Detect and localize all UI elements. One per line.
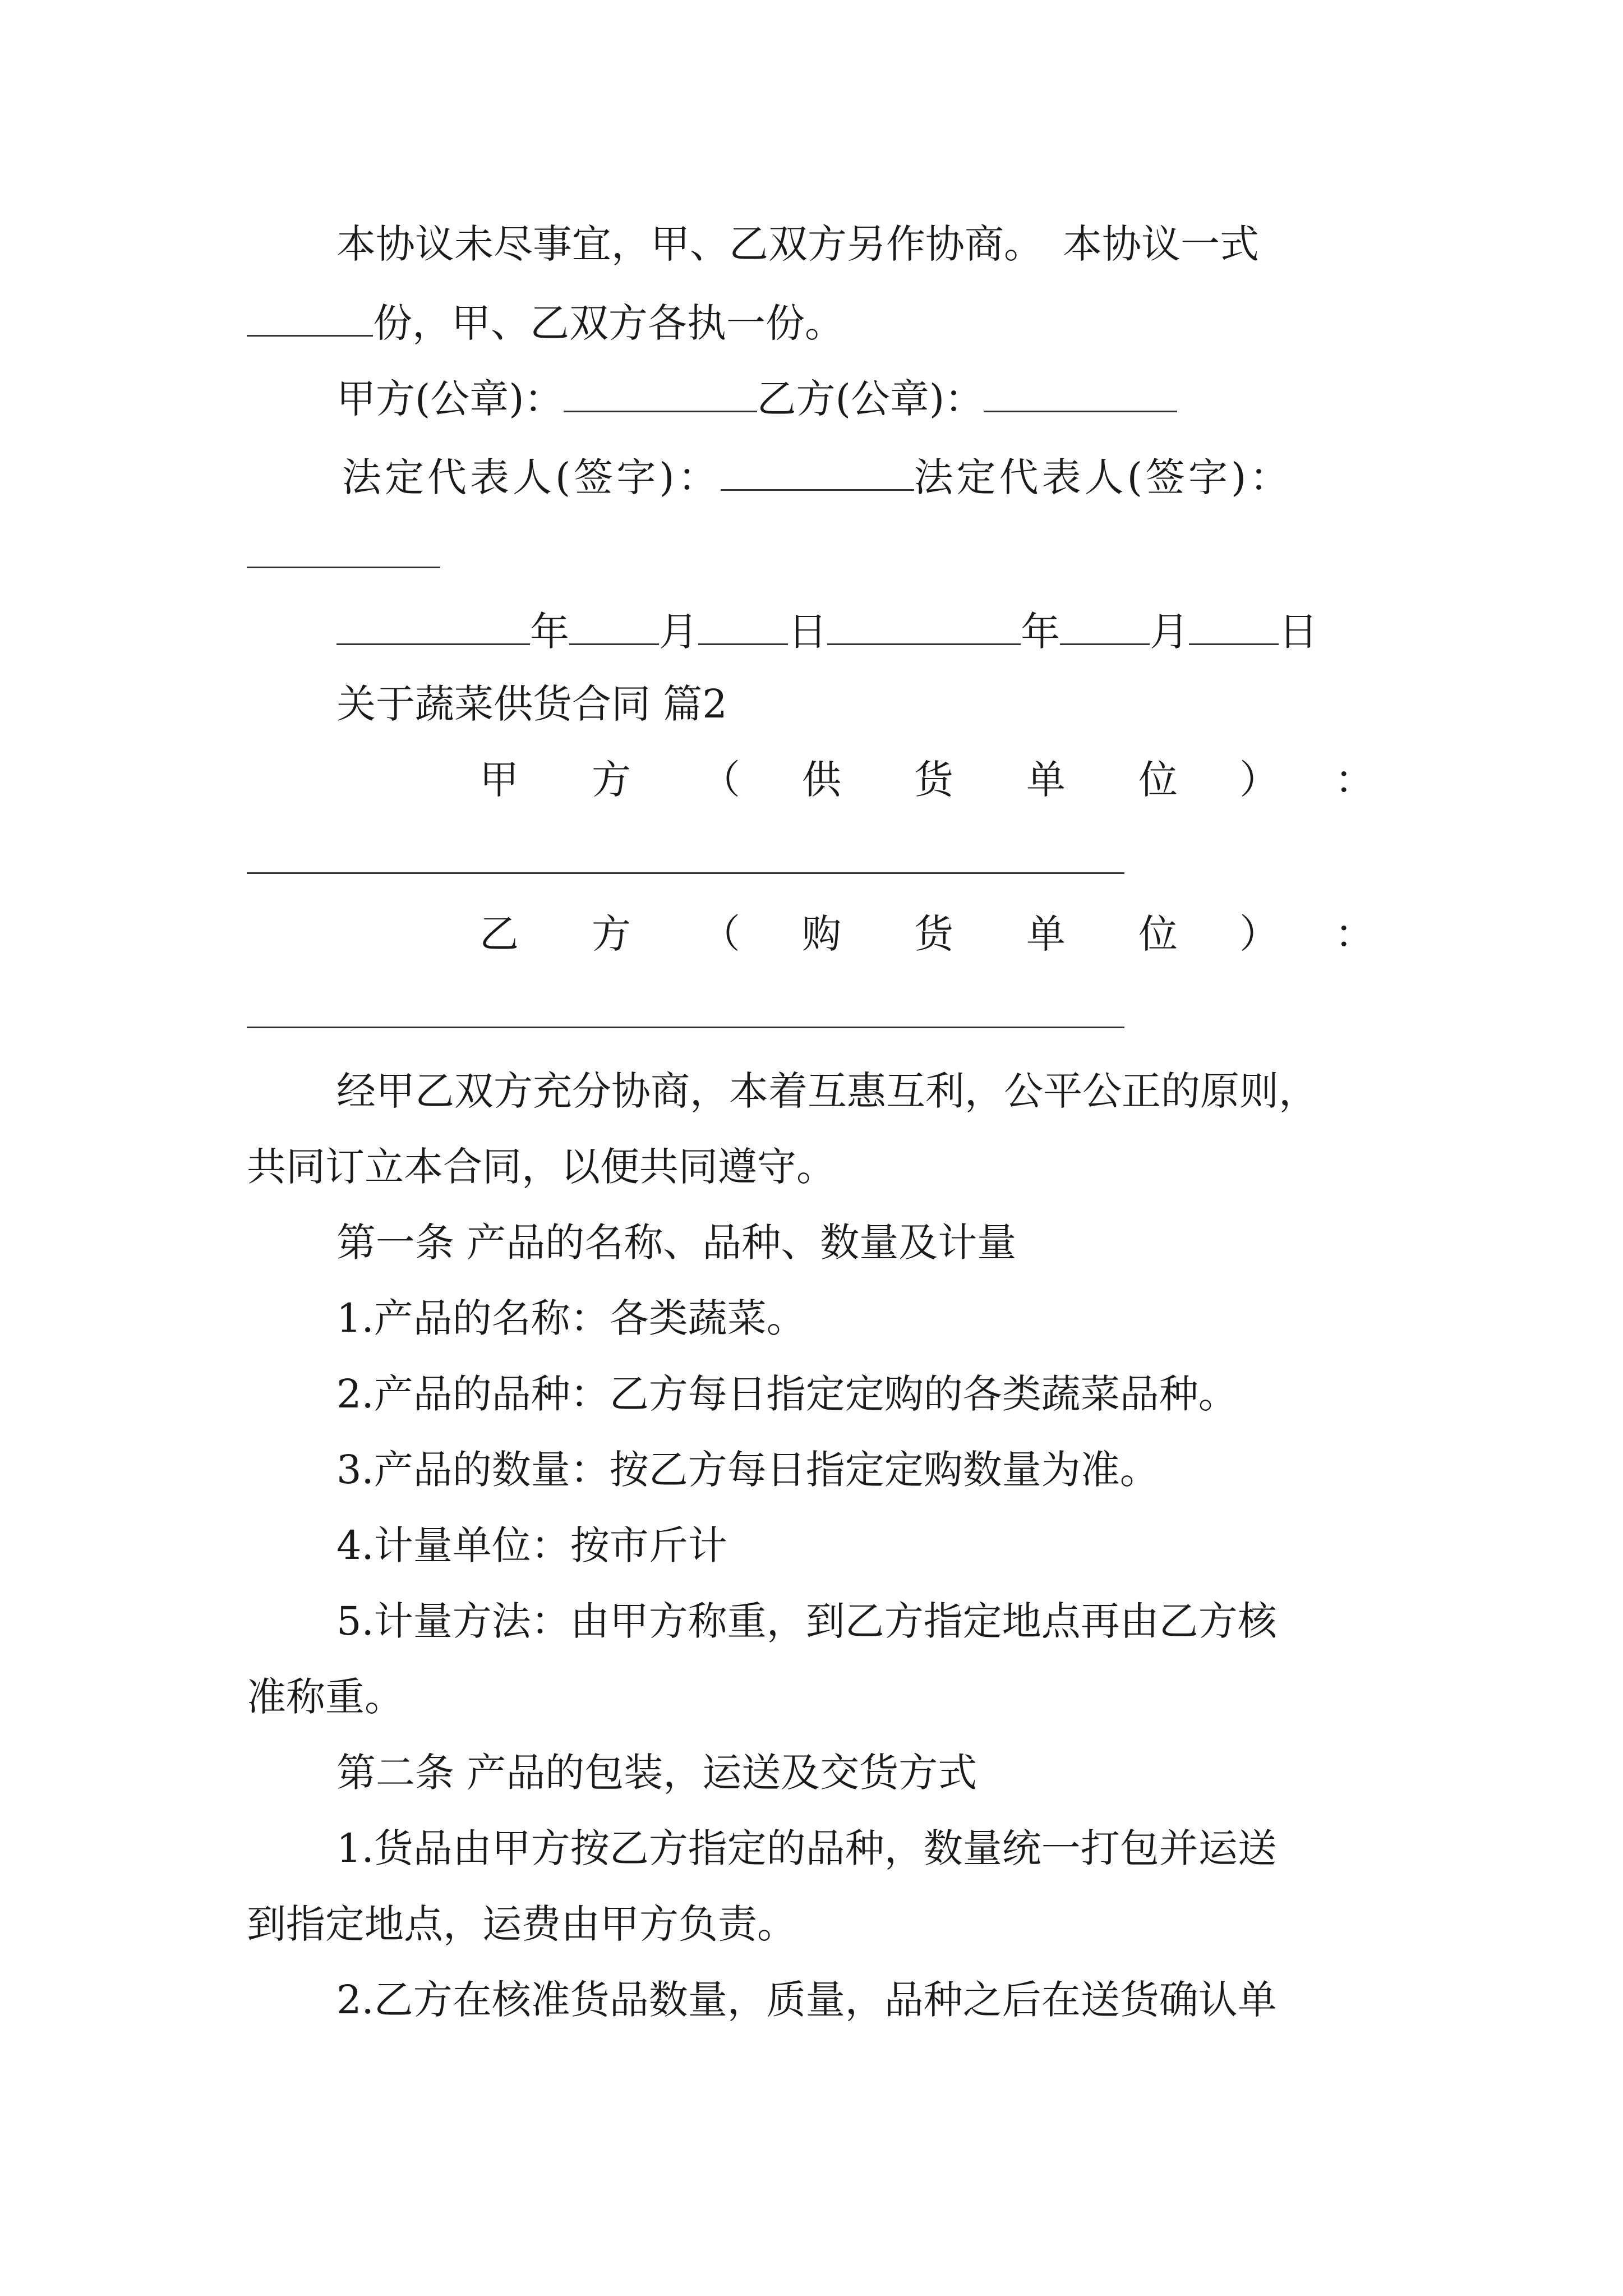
fill-blank xyxy=(827,609,1021,645)
article-item: 3.产品的数量：按乙方每日指定定购数量为准。 xyxy=(336,1447,1159,1493)
party-b-char: 方 xyxy=(592,911,631,957)
article-item: 准称重。 xyxy=(247,1674,404,1720)
article-item: 2.乙方在核准货品数量，质量，品种之后在送货确认单 xyxy=(336,1977,1277,2023)
rep-a-label: 法定代表人(签字)： xyxy=(342,454,721,500)
article-item: 4.计量单位：按市斤计 xyxy=(336,1522,727,1568)
fill-blank xyxy=(721,454,914,491)
party-a-char: 单 xyxy=(1026,757,1066,803)
party-b-char: ： xyxy=(1335,911,1374,957)
party-b-char: 货 xyxy=(914,911,953,957)
party-b-char: 乙 xyxy=(479,911,519,957)
party-a-char: ： xyxy=(1335,757,1374,803)
fill-blank xyxy=(247,872,1124,874)
article-item: 5.计量方法：由甲方称重，到乙方指定地点再由乙方核 xyxy=(336,1598,1277,1644)
seal-line xyxy=(336,376,1177,422)
party-a-char: ） xyxy=(1239,757,1279,803)
paragraph-line xyxy=(336,221,1259,267)
party-b-char: 位 xyxy=(1138,911,1178,957)
fill-blank xyxy=(1060,609,1150,645)
party-b-char: ） xyxy=(1239,911,1279,957)
party-b-char: 单 xyxy=(1026,911,1066,957)
rep-b-label: 法定代表人(签字)： xyxy=(914,454,1293,500)
date-month: 月 xyxy=(1150,609,1189,655)
article-item: 到指定地点，运费由甲方负责。 xyxy=(247,1901,796,1947)
date-month: 月 xyxy=(659,609,698,655)
fill-blank xyxy=(1189,609,1279,645)
date-day: 日 xyxy=(788,609,827,655)
party-a-char: 供 xyxy=(802,757,841,803)
date-year: 年 xyxy=(530,609,569,655)
party-a-seal-label: 甲方(公章)： xyxy=(336,376,564,422)
party-a-char: 方 xyxy=(592,757,631,803)
paragraph-line: 共同订立本合同，以便共同遵守。 xyxy=(247,1144,836,1190)
fill-blank xyxy=(336,609,530,645)
representative-line xyxy=(342,454,1293,500)
article-item: 1.货品由甲方按乙方指定的品种，数量统一打包并运送 xyxy=(336,1825,1277,1871)
fill-blank xyxy=(564,376,757,412)
fill-blank xyxy=(984,376,1177,412)
paragraph-line xyxy=(247,300,844,346)
paragraph-line: 经甲乙双方充分协商，本着互惠互利，公平公正的原则， xyxy=(336,1068,1318,1114)
party-b-seal-label: 乙方(公章)： xyxy=(757,376,984,422)
date-year: 年 xyxy=(1021,609,1060,655)
section-title: 关于蔬菜供货合同 篇2 xyxy=(336,681,727,727)
text: 本协议未尽事宜，甲、乙双方另作协商。 本协议一式 xyxy=(336,221,1259,267)
party-b-char: 购 xyxy=(802,911,841,957)
date-day: 日 xyxy=(1279,609,1318,655)
article-title: 第一条 产品的名称、品种、数量及计量 xyxy=(336,1220,1017,1266)
article-title: 第二条 产品的包装，运送及交货方式 xyxy=(336,1750,978,1796)
date-line xyxy=(336,609,1318,655)
party-a-char: 甲 xyxy=(479,757,519,803)
party-a-char: 位 xyxy=(1138,757,1178,803)
fill-blank xyxy=(698,609,788,645)
article-item: 2.产品的品种：乙方每日指定定购的各类蔬菜品种。 xyxy=(336,1371,1238,1417)
fill-blank xyxy=(247,300,373,337)
party-a-char: （ xyxy=(701,757,740,803)
article-item: 1.产品的名称：各类蔬菜。 xyxy=(336,1295,806,1341)
party-b-char: （ xyxy=(701,911,740,957)
fill-blank xyxy=(247,1027,1124,1028)
text: 份，甲、乙双方各执一份。 xyxy=(373,300,844,346)
fill-blank xyxy=(247,567,440,568)
fill-blank xyxy=(569,609,659,645)
party-a-char: 货 xyxy=(914,757,953,803)
